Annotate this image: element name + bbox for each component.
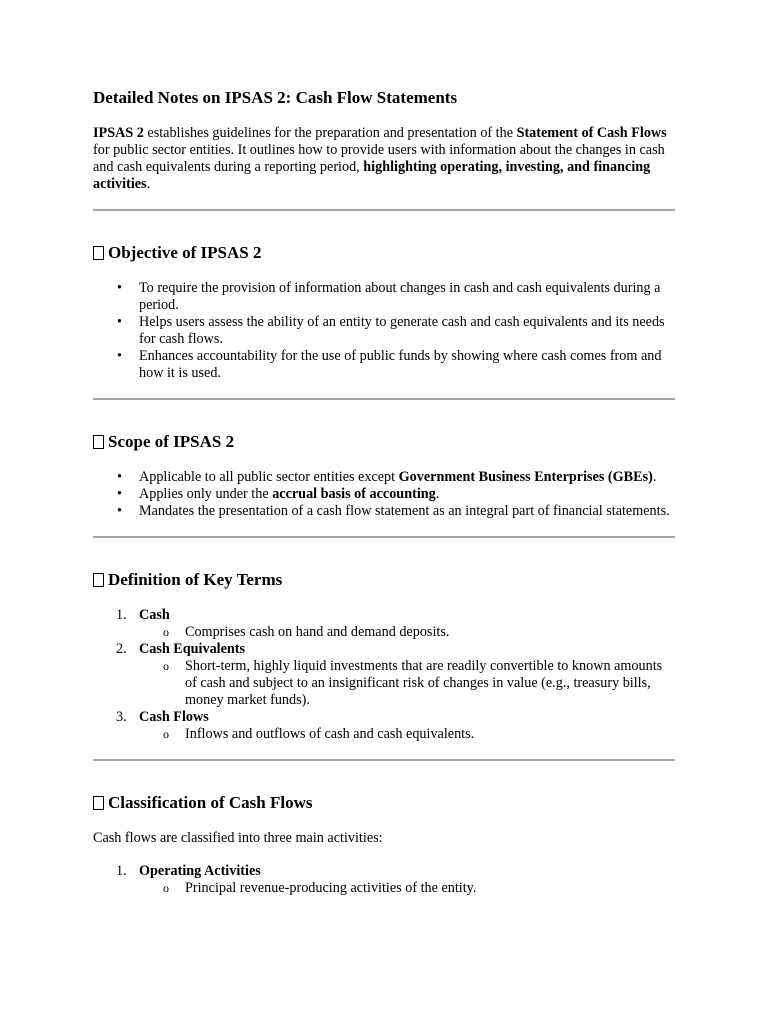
list-item: • Mandates the presentation of a cash flow statement as an integral part of financial statements. <box>139 503 675 520</box>
term-description: o Short-term, highly liquid investments that are readily convertible to known amounts of cash and subject to an insignificant risk of changes in value (e.g., treasury bills, money market funds). <box>185 658 675 709</box>
intro-bold-statement: Statement of Cash Flows <box>516 125 667 141</box>
list-item: • Applies only under the accrual basis of accounting. <box>139 486 675 503</box>
missing-glyph-icon <box>93 435 104 449</box>
classification-section <box>93 761 675 897</box>
definitions-heading: Definition of Key Terms <box>93 570 675 590</box>
list-item: 1. Cash o Comprises cash on hand and demand deposits. <box>139 607 675 641</box>
classification-heading: Classification of Cash Flows <box>93 793 675 813</box>
intro-bold-ipsas: IPSAS 2 <box>93 125 144 141</box>
list-item: • Enhances accountability for the use of public funds by showing where cash comes from and how it is used. <box>139 348 675 382</box>
scope-list <box>93 469 675 520</box>
objective-section <box>93 211 675 382</box>
list-item: 3. Cash Flows o Inflows and outflows of cash and cash equivalents. <box>139 709 675 743</box>
term-label: Cash Equivalents <box>139 641 246 657</box>
list-item: • Applicable to all public sector entities except Government Business Enterprises (GBEs). <box>139 469 675 486</box>
intro-bold-highlight: highlighting operating, investing, and financing activities <box>93 159 651 192</box>
definitions-section <box>93 538 675 743</box>
term-description: o Inflows and outflows of cash and cash equivalents. <box>185 726 675 743</box>
scope-heading: Scope of IPSAS 2 <box>93 432 675 452</box>
classification-list <box>93 863 675 897</box>
scope-section <box>93 400 675 520</box>
definitions-list <box>93 607 675 743</box>
objective-heading: Objective of IPSAS 2 <box>93 243 675 263</box>
missing-glyph-icon <box>93 573 104 587</box>
classification-intro: Cash flows are classified into three main activities: <box>93 830 383 846</box>
missing-glyph-icon <box>93 796 104 810</box>
term-label: Operating Activities <box>139 863 261 879</box>
list-item: • Helps users assess the ability of an entity to generate cash and cash equivalents and its needs for cash flows. <box>139 314 675 348</box>
document-title: Detailed Notes on IPSAS 2: Cash Flow Statements <box>93 88 458 107</box>
term-description: o Principal revenue-producing activities of the entity. <box>185 880 675 897</box>
term-label: Cash <box>139 607 170 623</box>
list-item: 2. Cash Equivalents o Short-term, highly liquid investments that are readily convertible to known amounts of cash and subject to an insignificant risk of changes in value (e.g., treasury bills, money market funds). <box>139 641 675 709</box>
list-item: • To require the provision of information about changes in cash and cash equivalents during a period. <box>139 280 675 314</box>
objective-list <box>93 280 675 382</box>
intro-paragraph: IPSAS 2 establishes guidelines for the preparation and presentation of the Statement of Cash Flows for public sector entities. It outlines how to provide users with information about the changes in cash and cash equivalents during a reporting period, highlighting operating, investing, and financing activities. <box>93 125 667 192</box>
term-label: Cash Flows <box>139 709 209 725</box>
term-description: o Comprises cash on hand and demand deposits. <box>185 624 675 641</box>
missing-glyph-icon <box>93 246 104 260</box>
list-item: 1. Operating Activities o Principal revenue-producing activities of the entity. <box>139 863 675 897</box>
